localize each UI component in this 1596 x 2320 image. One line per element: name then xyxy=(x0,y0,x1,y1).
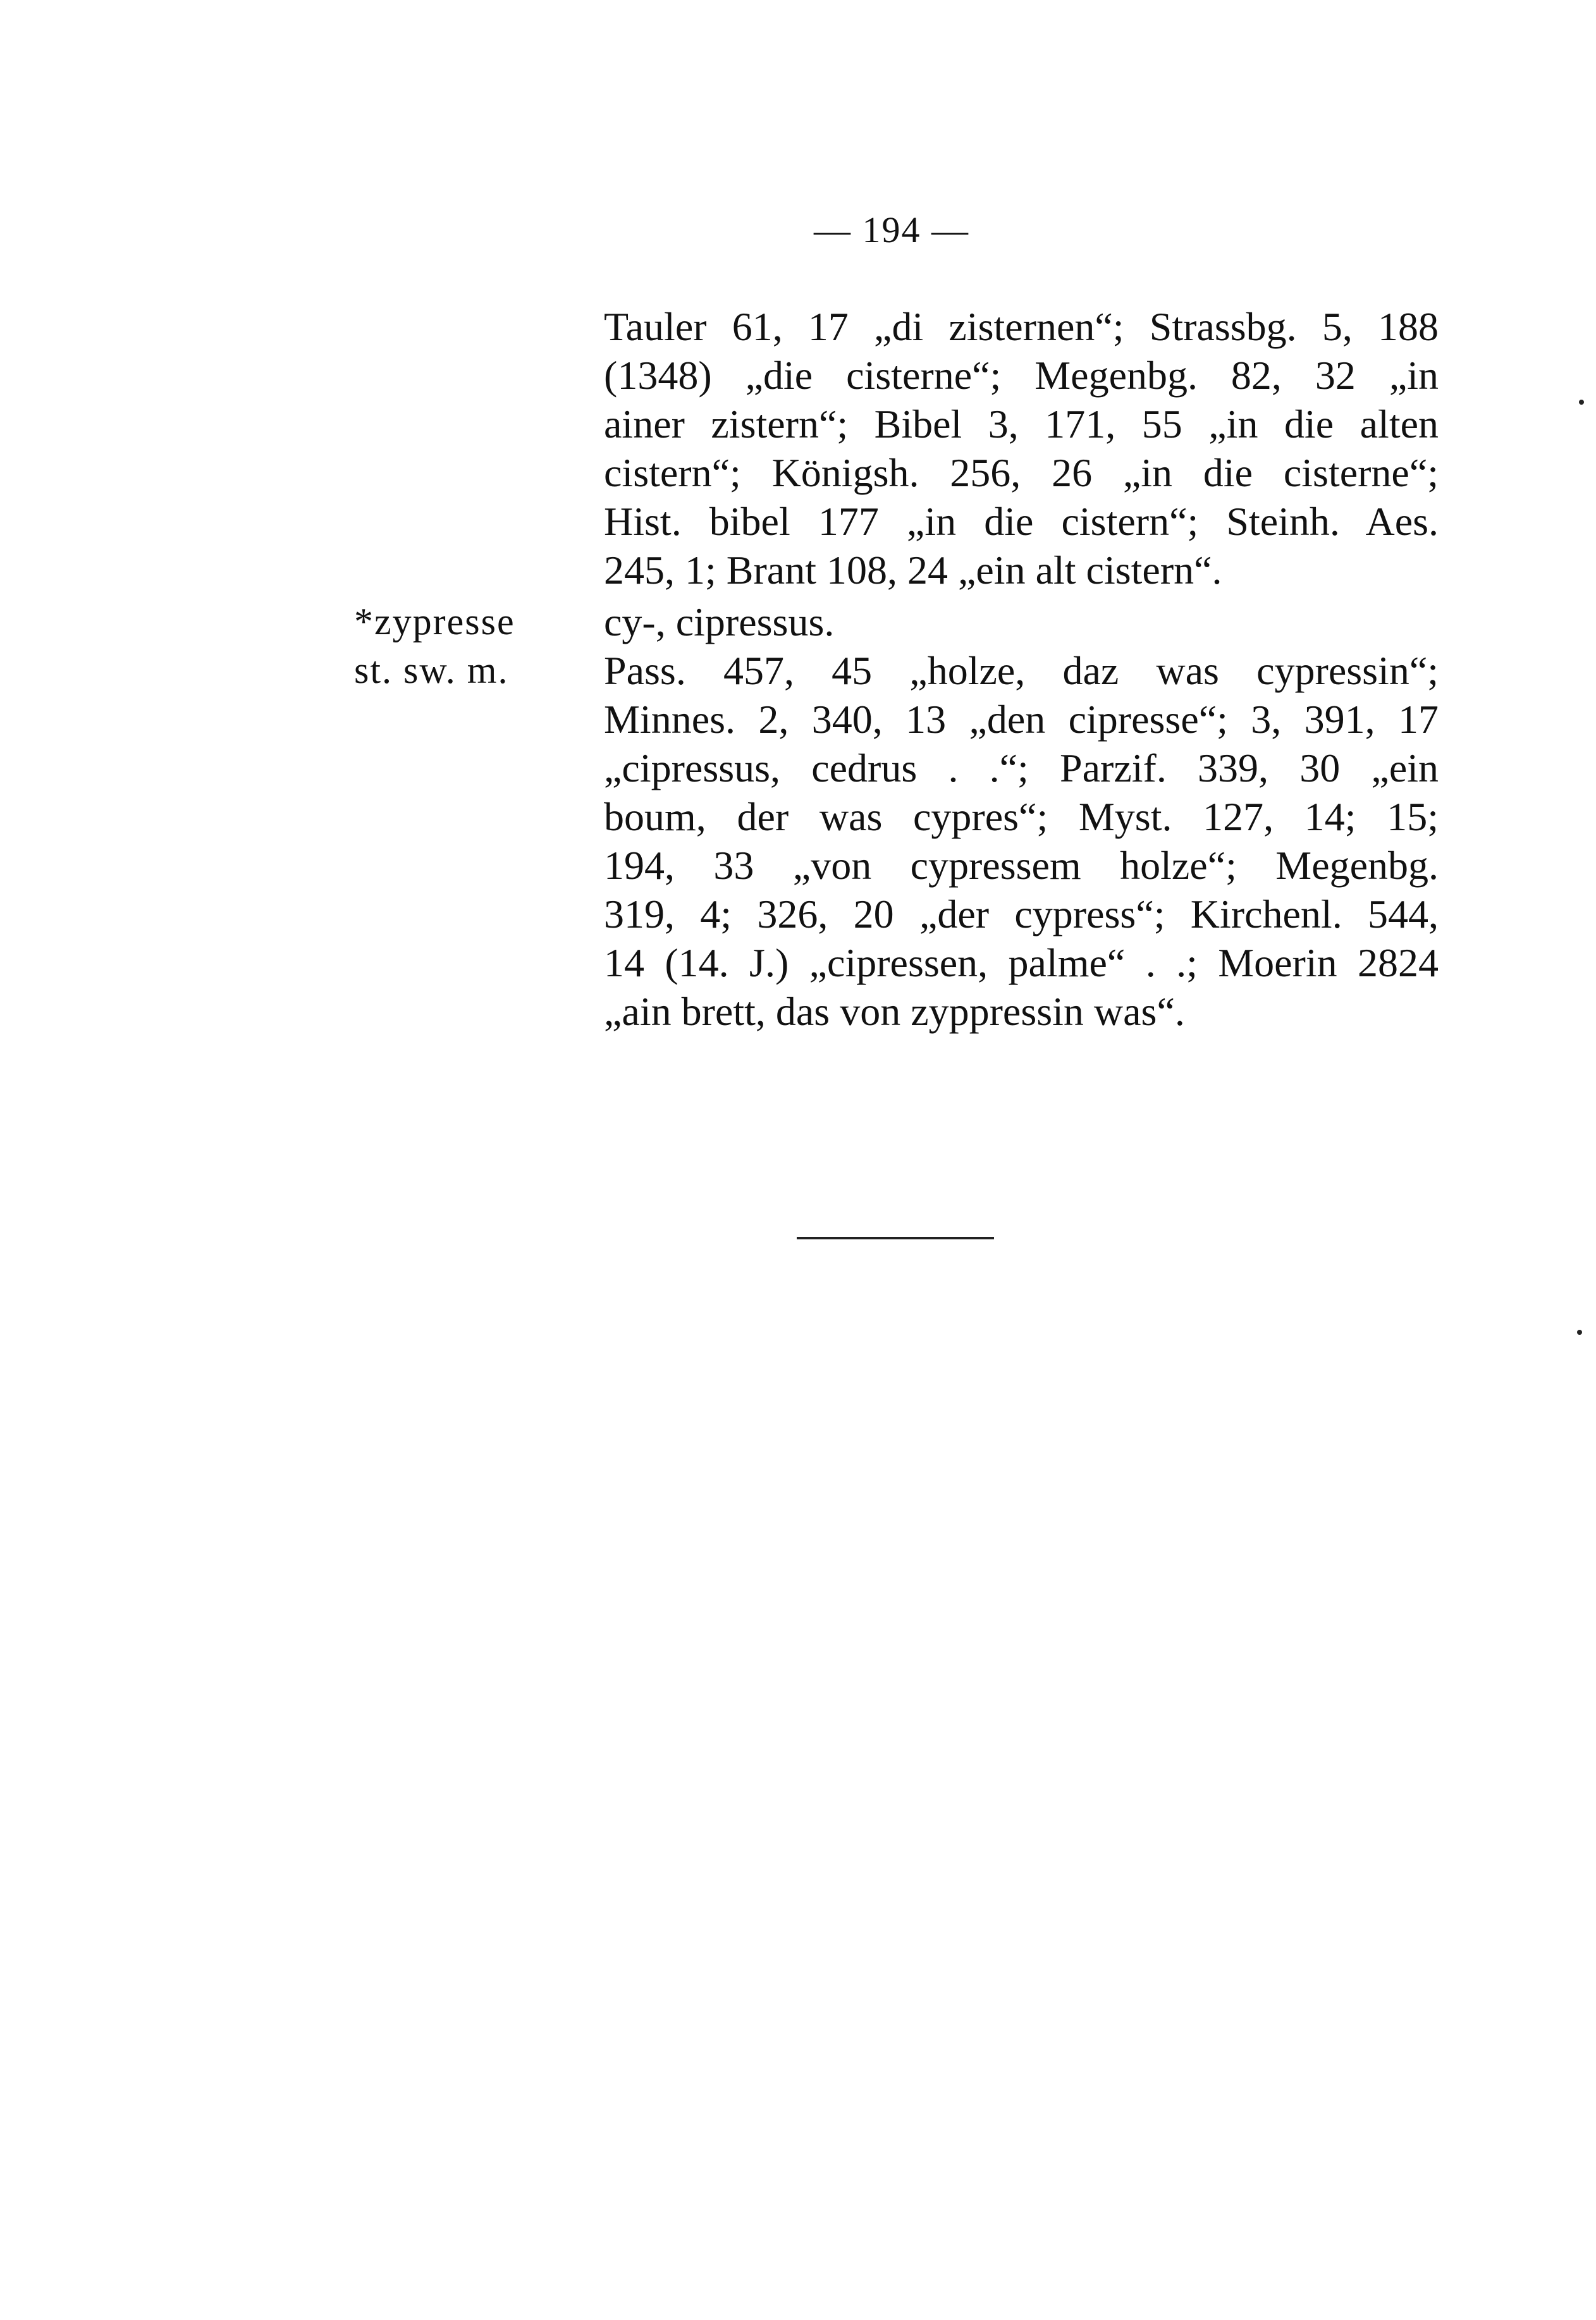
text-line: ainer zistern“; Bibel 3, 171, 55 „in die alten xyxy=(604,402,1439,446)
entry-continued-text xyxy=(604,302,1439,594)
text-line: Hist. bibel 177 „in die cistern“; Steinh. Aes. xyxy=(604,499,1439,544)
text-line: 194, 33 „von cypressem holze“; Megenbg. xyxy=(604,843,1439,888)
text-line: boum, der was cypres“; Myst. 127, 14; 15; xyxy=(604,794,1439,839)
text-line: Tauler 61, 17 „di zisternen“; Strassbg. 5, 188 xyxy=(604,304,1439,349)
entry-zypresse-text xyxy=(604,646,1439,1036)
text-line: „ain brett, das von zyppressin was“. xyxy=(604,989,1185,1034)
text-line: 14 (14. J.) „cipressen, palme“ . .; Moerin 2824 xyxy=(604,940,1439,985)
entry-etymology: cy-, cipressus. xyxy=(604,599,835,644)
page-number: — 194 — xyxy=(814,209,969,250)
scan-speck xyxy=(1579,400,1584,405)
text-line: Minnes. 2, 340, 13 „den cipresse“; 3, 391, 17 xyxy=(604,697,1439,742)
text-line: 245, 1; Brant 108, 24 „ein alt cistern“. xyxy=(604,548,1222,592)
text-line: 319, 4; 326, 20 „der cypress“; Kirchenl. 544, xyxy=(604,892,1439,936)
text-line: „cipressus, cedrus . .“; Parzif. 339, 30 „ein xyxy=(604,746,1439,790)
end-rule xyxy=(797,1237,994,1239)
entry-grammar: st. sw. m. xyxy=(354,649,509,691)
scan-speck xyxy=(1577,1330,1582,1335)
text-line: (1348) „die cisterne“; Megenbg. 82, 32 „in xyxy=(604,353,1439,398)
text-line: Pass. 457, 45 „holze, daz was cypressin“; xyxy=(604,648,1439,693)
entry-headword: *zypresse xyxy=(354,601,515,642)
text-line: cistern“; Königsh. 256, 26 „in die cisterne“; xyxy=(604,450,1439,495)
